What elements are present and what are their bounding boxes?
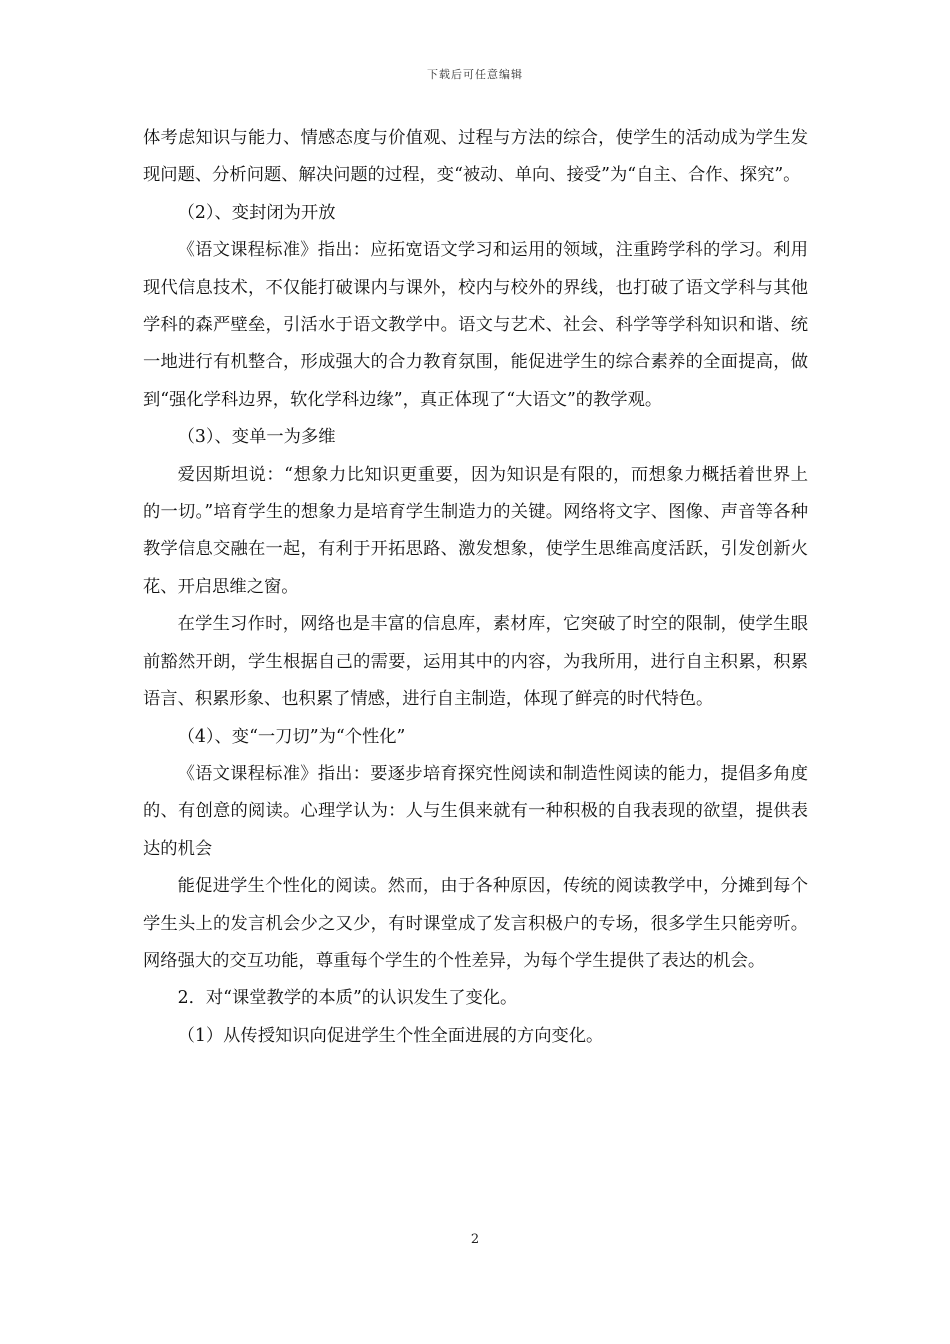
section-heading: （3）、变单一为多维 bbox=[177, 427, 336, 448]
page-number: 2 bbox=[470, 1232, 480, 1247]
section-heading: （1）从传授知识向促进学生个性全面进展的方向变化。 bbox=[177, 1025, 604, 1046]
paragraph: 爱因斯坦说：“想象力比知识更重要，因为知识是有限的，而想象力概括着世界上的一切。”培育学生的想象力是培育学生制造力的关键。网络将文字、图像、声音等各种教学信息交融在一起，有利于开拓思路、激发想象，使学生思维高度活跃，引发创新火花、开启思维之窗。 bbox=[143, 464, 808, 597]
paragraph: 《语文课程标准》指出：应拓宽语文学习和运用的领域，注重跨学科的学习。利用现代信息技术，不仅能打破课内与课外，校内与校外的界线，也打破了语文学科与其他学科的森严壁垒，引活水于语文教学中。语文与艺术、社会、科学等学科知识和谐、统一地进行有机整合，形成强大的合力教育氛围，能促进学生的综合素养的全面提高，做到“强化学科边界，软化学科边缘”，真正体现了“大语文”的教学观。 bbox=[143, 240, 808, 410]
paragraph: 体考虑知识与能力、情感态度与价值观、过程与方法的综合，使学生的活动成为学生发现问题、分析问题、解决问题的过程，变“被动、单向、接受”为“自主、合作、探究”。 bbox=[143, 128, 808, 186]
document-body bbox=[143, 120, 808, 1055]
paragraph: 《语文课程标准》指出：要逐步培育探究性阅读和制造性阅读的能力，提倡多角度的、有创意的阅读。心理学认为：人与生俱来就有一种积极的自我表现的欲望，提供表达的机会 bbox=[143, 763, 808, 859]
paragraph: 能促进学生个性化的阅读。然而，由于各种原因，传统的阅读教学中，分摊到每个学生头上的发言机会少之又少，有时课堂成了发言积极户的专场，很多学生只能旁听。网络强大的交互功能，尊重每个学生的个性差异，为每个学生提供了表达的机会。 bbox=[143, 876, 808, 971]
section-heading: （4）、变“一刀切”为“个性化” bbox=[177, 726, 406, 747]
paragraph: 在学生习作时，网络也是丰富的信息库，素材库，它突破了时空的限制，使学生眼前豁然开朗，学生根据自己的需要，运用其中的内容，为我所用，进行自主积累，积累语言、积累形象、也积累了情感，进行自主制造，体现了鲜亮的时代特色。 bbox=[143, 614, 808, 710]
section-heading: 2．对“课堂教学的本质”的认识发生了变化。 bbox=[177, 988, 518, 1009]
page-header: 下载后可任意编辑 bbox=[427, 68, 523, 81]
section-heading: （2）、变封闭为开放 bbox=[177, 202, 336, 223]
